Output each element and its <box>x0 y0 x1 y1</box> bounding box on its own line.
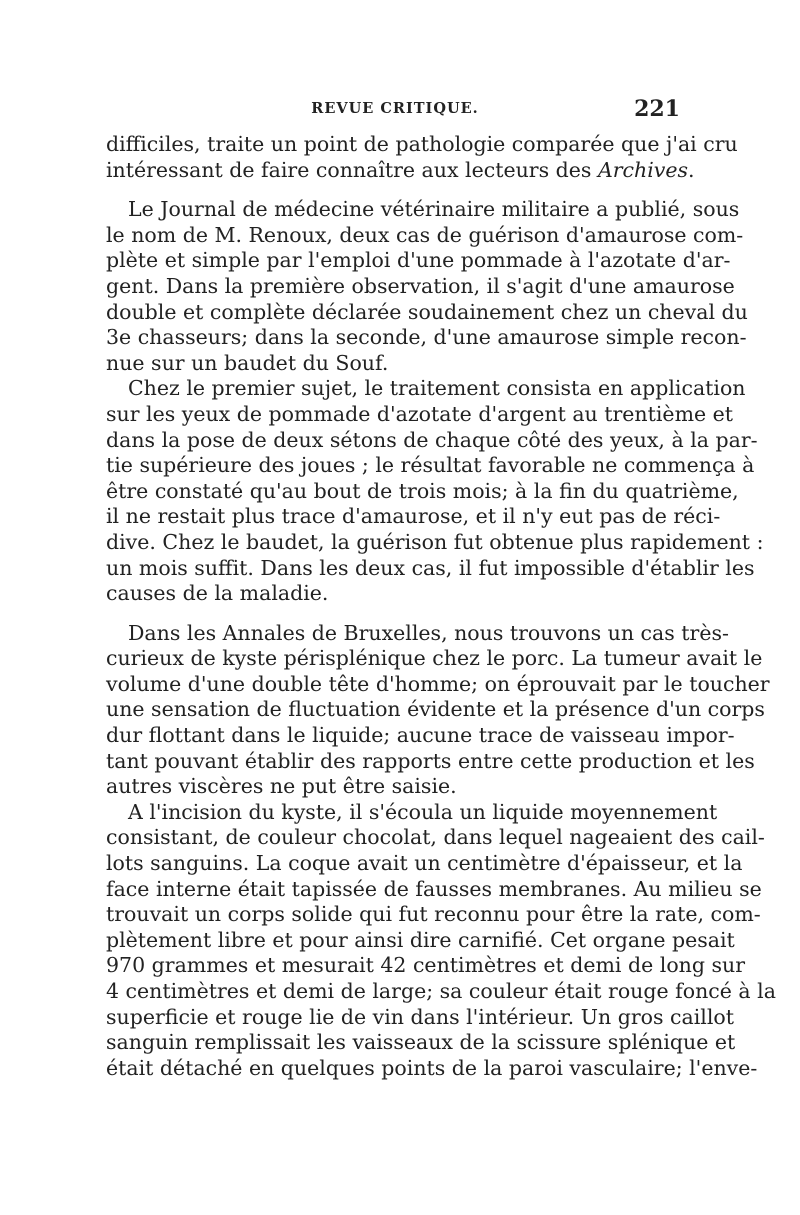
text-line: gent. Dans la première observation, il s'agit d'une amaurose <box>106 273 735 298</box>
text-line: volume d'une double tête d'homme; on éprouvait par le toucher <box>106 671 770 696</box>
journal-title-archives: Archives <box>597 157 689 182</box>
text-line: A l'incision du kyste, il s'écoula un liquide moyennement <box>128 799 718 824</box>
text-line: double et complète déclarée soudainement chez un cheval du <box>106 299 748 324</box>
text-line: 3e chasseurs; dans la seconde, d'une amaurose simple recon- <box>106 325 747 350</box>
text-line: superficie et rouge lie de vin dans l'intérieur. Un gros caillot <box>106 1004 734 1029</box>
paragraph-traitement <box>106 376 764 606</box>
book-page <box>106 96 776 1081</box>
text-line: tant pouvant établir des rapports entre cette production et les <box>106 748 755 773</box>
text-line: une sensation de fluctuation évidente et la présence d'un corps <box>106 697 765 722</box>
text-line: un mois suffit. Dans les deux cas, il fut impossible d'établir les <box>106 555 755 580</box>
text-line: trouvait un corps solide qui fut reconnu pour être la rate, com- <box>106 902 761 927</box>
text-line: Chez le premier sujet, le traitement consista en application <box>128 376 746 401</box>
text-line: plète et simple par l'emploi d'une pommade à l'azotate d'ar- <box>106 248 731 273</box>
text-line: était détaché en quelques points de la paroi vasculaire; l'enve- <box>106 1055 758 1080</box>
text-line: tie supérieure des joues ; le résultat favorable ne commença à <box>106 453 755 478</box>
text-line: Le Journal de médecine vétérinaire militaire a publié, sous <box>128 197 740 222</box>
text-line: autres viscères ne put être saisie. <box>106 774 457 799</box>
paragraph-continuation <box>106 132 738 183</box>
text-line: le nom de M. Renoux, deux cas de guérison d'amaurose com- <box>106 222 744 247</box>
paragraph-incision-kyste <box>106 799 776 1082</box>
paragraph-journal-veterinaire <box>106 197 748 376</box>
text-line: 4 centimètres et demi de large; sa couleur était rouge foncé à la <box>106 979 776 1003</box>
text-line: dur flottant dans le liquide; aucune trace de vaisseau impor- <box>106 723 735 748</box>
text-line: difficiles, traite un point de pathologie comparée que j'ai cru <box>106 132 738 156</box>
text-line: dive. Chez le baudet, la guérison fut obtenue plus rapidement : <box>106 529 764 554</box>
text-line: face interne était tapissée de fausses membranes. Au milieu se <box>106 876 762 901</box>
text-line: sanguin remplissait les vaisseaux de la scissure splénique et <box>106 1030 736 1055</box>
text-line: Dans les Annales de Bruxelles, nous trouvons un cas très- <box>128 620 729 645</box>
text-line: être constaté qu'au bout de trois mois; à la fin du quatrième, <box>106 478 739 503</box>
text-line: sur les yeux de pommade d'azotate d'argent au trentième et <box>106 401 734 426</box>
text-line: lots sanguins. La coque avait un centimètre d'épaisseur, et la <box>106 851 743 876</box>
text-line: causes de la maladie. <box>106 581 329 606</box>
text-line: consistant, de couleur chocolat, dans lequel nageaient des cail- <box>106 825 765 850</box>
text-line: curieux de kyste périsplénique chez le porc. La tumeur avait le <box>106 646 763 671</box>
running-head <box>106 98 684 128</box>
paragraph-annales-bruxelles <box>106 620 770 800</box>
running-title: REVUE CRITIQUE. <box>311 100 479 117</box>
text-line <box>106 157 695 184</box>
text-line: il ne restait plus trace d'amaurose, et il n'y eut pas de réci- <box>106 504 721 529</box>
page-number: 221 <box>634 96 680 122</box>
text-line: dans la pose de deux sétons de chaque côté des yeux, à la par- <box>106 427 758 452</box>
text-line: nue sur un baudet du Souf. <box>106 350 389 375</box>
text-line-with-italic: intéressant de faire connaître aux lecteurs des Archives. <box>106 157 695 182</box>
text-line: plètement libre et pour ainsi dire carnifié. Cet organe pesait <box>106 927 735 952</box>
text-line: 970 grammes et mesurait 42 centimètres et demi de long sur <box>106 953 746 978</box>
